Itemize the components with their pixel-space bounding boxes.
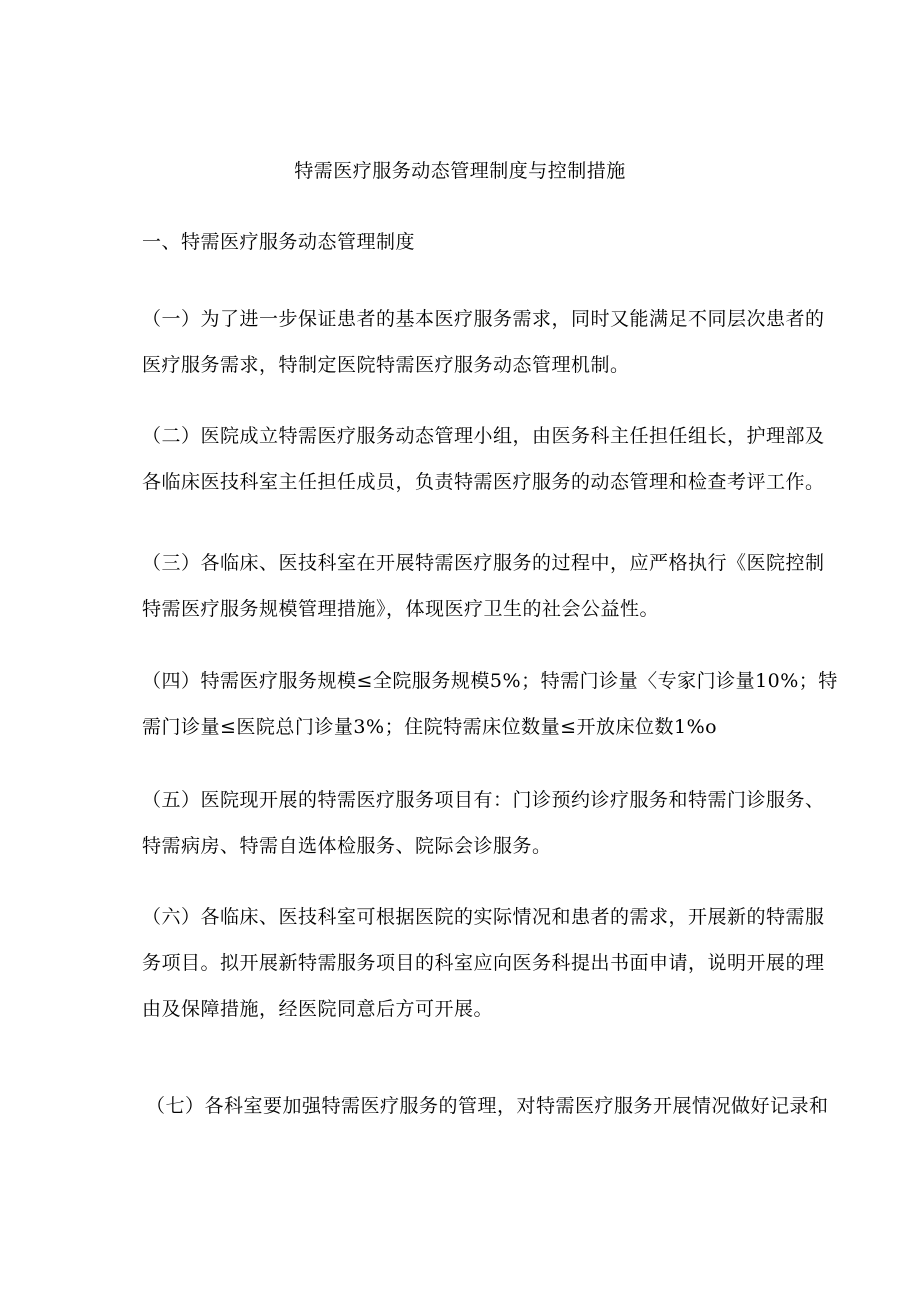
paragraph-line: 需门诊量≤医院总门诊量3%；住院特需床位数量≤开放床位数1%o [142,716,718,738]
paragraph-line: 特需医疗服务规模管理措施》，体现医疗卫生的社会公益性。 [142,598,660,620]
paragraph-4 [142,658,838,750]
paragraph-2 [142,413,825,505]
paragraph-line: （二）医院成立特需医疗服务动态管理小组，由医务科主任担任组长，护理部及 [142,425,825,447]
paragraph-line: 务项目。拟开展新特需服务项目的科室应向医务科提出书面申请，说明开展的理 [142,952,825,974]
paragraph-1 [142,296,825,388]
paragraph-3 [142,540,825,632]
document-title: 特需医疗服务动态管理制度与控制措施 [294,160,626,182]
paragraph-line: （三）各临床、医技科室在开展特需医疗服务的过程中，应严格执行《医院控制 [142,552,825,574]
paragraph-line: 各临床医技科室主任担任成员，负责特需医疗服务的动态管理和检查考评工作。 [142,471,825,493]
paragraph-line: （五）医院现开展的特需医疗服务项目有：门诊预约诊疗服务和特需门诊服务、 [142,789,825,811]
paragraph-6 [142,894,825,1032]
section-heading: 一、特需医疗服务动态管理制度 [142,231,416,253]
paragraph-5 [142,777,825,869]
paragraph-line: （四）特需医疗服务规模≤全院服务规模5%；特需门诊量〈专家门诊量10%；特 [142,670,838,692]
paragraph-line: （七）各科室要加强特需医疗服务的管理，对特需医疗服务开展情况做好记录和 [146,1095,829,1117]
paragraph-line: （一）为了进一步保证患者的基本医疗服务需求，同时又能满足不同层次患者的 [142,308,825,330]
paragraph-line: 由及保障措施，经医院同意后方可开展。 [142,998,494,1020]
paragraph-line: 特需病房、特需自选体检服务、院际会诊服务。 [142,835,552,857]
paragraph-line: （六）各临床、医技科室可根据医院的实际情况和患者的需求，开展新的特需服 [142,906,825,928]
paragraph-line: 医疗服务需求，特制定医院特需医疗服务动态管理机制。 [142,354,630,376]
paragraph-7 [146,1083,829,1129]
